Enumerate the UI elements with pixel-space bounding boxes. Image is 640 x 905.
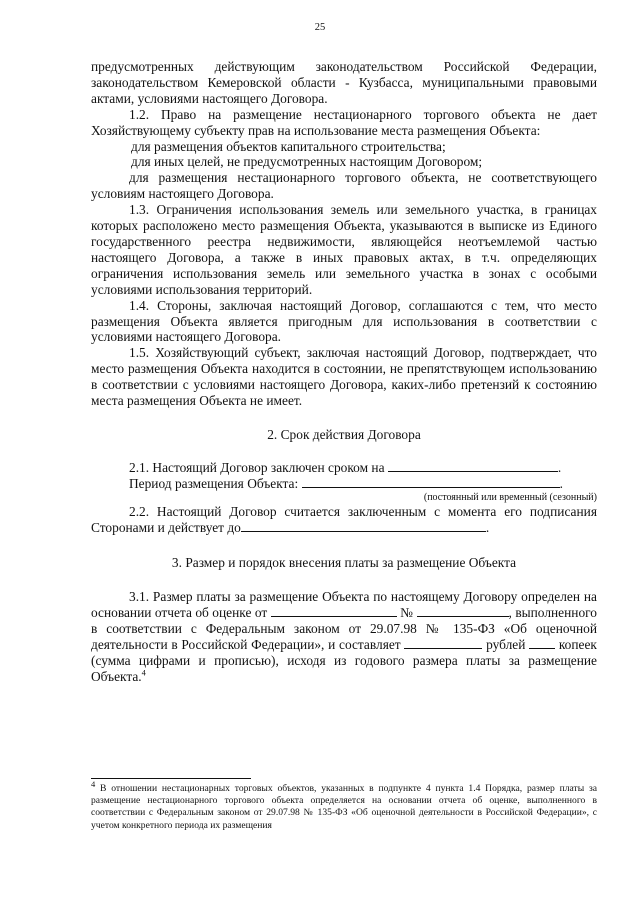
clause-3-1-number-sign: № (400, 605, 414, 621)
footnote (91, 778, 597, 832)
clause-3-1 (91, 589, 597, 684)
clause-3-1-text-e: копеек (сумма цифрами и прописью), исходя из годового размера платы за размещение Объекта. (91, 637, 597, 684)
clause-1-5: 1.5. Хозяйствующий субъект, заключая настоящий Договор, подтверждает, что место размещения Объекта находится в состоянии, не препятствующем использованию в соответствии с условиями настоящего Договора, каких-либо претензий к состоянию места размещения Объекта не имеет. (91, 345, 597, 409)
list-item: для размещения объектов капитального строительства; (131, 138, 446, 154)
footnote-ref: 4 (141, 667, 146, 678)
rubles-label: рублей (486, 637, 526, 653)
footnote-separator (91, 778, 251, 779)
page-number: 25 (314, 22, 326, 33)
paragraph-continuation: предусмотренных действующим законодательством Российской Федерации, законодательством Кемеровской области - Кузбасса, муниципальными правовыми актами, условиями настоящего Договора. (91, 59, 597, 106)
section-3-title: 3. Размер и порядок внесения платы за размещение Объекта (171, 555, 517, 571)
clause-2-1: 2.1. Настоящий Договор заключен сроком на . (129, 459, 562, 475)
clause-3-1-text-c: , выполненного в соответствии с Федеральным законом от 29.07.98 № 135-ФЗ «Об оценочной деятельности в Российской Федерации», и составляет (91, 605, 597, 653)
period-line: Период размещения Объекта: . (129, 475, 563, 491)
list-item: для иных целей, не предусмотренных настоящим Договором; (131, 154, 483, 170)
clause-2-2: 2.2. Настоящий Договор считается заключенным с момента его подписания Сторонами и действует до . (91, 503, 597, 535)
term-blank[interactable] (388, 460, 558, 472)
clause-1-2: 1.2. Право на размещение нестационарного торгового объекта не дает Хозяйствующему субъекту прав на использование места размещения Объекта: (91, 106, 597, 138)
list-item: для размещения нестационарного торгового объекта, не соответствующего условиям настоящего Договора. (91, 170, 597, 202)
clause-1-4: 1.4. Стороны, заключая настоящий Договор, соглашаются с тем, что место размещения Объекта является пригодным для использования в соответствии с условиями настоящего Договора. (91, 297, 597, 345)
document-body (91, 59, 597, 685)
clause-2-1-text: 2.1. Настоящий Договор заключен сроком на (129, 459, 385, 475)
period-blank[interactable] (302, 476, 560, 488)
report-date-blank[interactable] (271, 605, 397, 617)
clause-2-2-text: 2.2. Настоящий Договор считается заключенным с момента его подписания Сторонами и действует до (91, 503, 597, 535)
footnote-text: В отношении нестационарных торговых объектов, указанных в подпункте 4 пункта 1.4 Порядка, размер платы за размещение нестационарного торгового объекта определяется на основании отчета об оценке, выполненного в соответствии с Федеральным законом от 29.07.98 № 135-ФЗ «Об оценочной деятельности в Российской Федерации», с учетом конкретного периода их размещения (91, 783, 597, 831)
clause-1-3: 1.3. Ограничения использования земель или земельного участка, в границах которых расположено место размещения Объекта, указываются в выписке из Единого государственного реестра недвижимости, являющейся неотъемлемой частью настоящего Договора, а также в иных правовых актах, в т.ч. определяющих ограничения использования земель или земельного участка в зонах с особыми условиями использования территорий. (91, 202, 597, 297)
rubles-blank[interactable] (404, 637, 482, 649)
section-2-title: 2. Срок действия Договора (267, 426, 421, 442)
period-label: Период размещения Объекта: (129, 475, 299, 491)
footnote-mark: 4 (91, 778, 96, 789)
report-number-blank[interactable] (417, 605, 509, 617)
period-hint: (постоянный или временный (сезонный) (423, 491, 597, 503)
clause-3-1-text-a: 3.1. Размер платы за размещение Объекта по настоящему Договору определен на основании отчета об оценке от (91, 589, 597, 621)
kopecks-blank[interactable] (529, 637, 555, 649)
valid-until-blank[interactable] (241, 520, 486, 532)
